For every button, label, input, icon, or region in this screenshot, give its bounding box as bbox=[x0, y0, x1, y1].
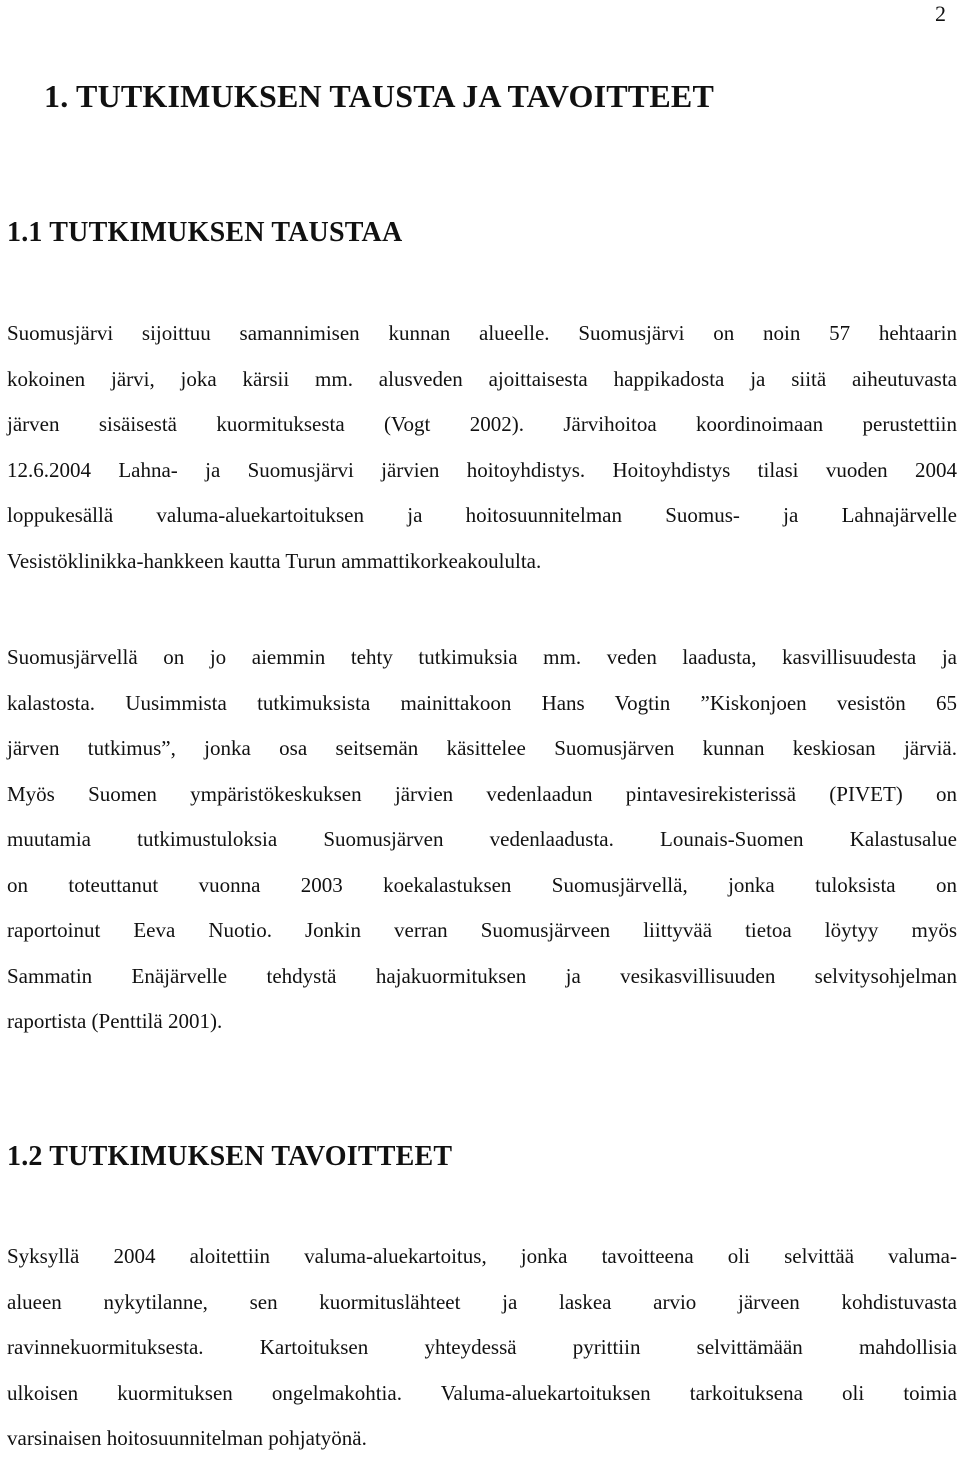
text-line: Suomusjärvellä on jo aiemmin tehty tutkimuksia mm. veden laadusta, kasvillisuudesta ja bbox=[7, 645, 957, 669]
text-line: 12.6.2004 Lahna- ja Suomusjärvi järvien hoitoyhdistys. Hoitoyhdistys tilasi vuoden 2004 bbox=[7, 457, 957, 482]
text-line: järven sisäisestä kuormituksesta (Vogt 2002). Järvihoitoa koordinoimaan perustettiin bbox=[7, 412, 957, 436]
text-line: Syksyllä 2004 aloitettiin valuma-aluekartoitus, jonka tavoitteena oli selvittää valuma- bbox=[7, 1244, 957, 1268]
text-line: kalastosta. Uusimmista tutkimuksista mainittakoon Hans Vogtin ”Kiskonjoen vesistön 65 bbox=[7, 690, 957, 715]
text-line: alueen nykytilanne, sen kuormituslähteet ja laskea arvio järveen kohdistuvasta bbox=[7, 1289, 957, 1314]
text-line: ravinnekuormituksesta. Kartoituksen yhteydessä pyrittiin selvittämään mahdollisia bbox=[7, 1335, 957, 1359]
section-heading-1-1: 1.1 TUTKIMUKSEN TAUSTAA bbox=[7, 217, 403, 248]
text-line: loppukesällä valuma-aluekartoituksen ja hoitosuunnitelman Suomus- ja Lahnajärvelle bbox=[7, 503, 957, 527]
text-line: Myös Suomen ympäristökeskuksen järvien vedenlaadun pintavesirekisterissä (PIVET) on bbox=[7, 781, 957, 806]
text-line: raportoinut Eeva Nuotio. Jonkin verran Suomusjärveen liittyvää tietoa löytyy myös bbox=[7, 918, 957, 942]
page-number: 2 bbox=[935, 1, 946, 26]
text-line: Vesistöklinikka-hankkeen kautta Turun ammattikorkeakoululta. bbox=[7, 548, 542, 573]
text-line: Sammatin Enäjärvelle tehdystä hajakuormituksen ja vesikasvillisuuden selvitysohjelman bbox=[7, 963, 957, 988]
text-line: on toteuttanut vuonna 2003 koekalastuksen Suomusjärvellä, jonka tuloksista on bbox=[7, 872, 957, 897]
text-line: muutamia tutkimustuloksia Suomusjärven vedenlaadusta. Lounais-Suomen Kalastusalue bbox=[7, 827, 957, 851]
section-1-1-paragraph-2 bbox=[7, 635, 957, 1045]
text-line: varsinaisen hoitosuunnitelman pohjatyönä. bbox=[7, 1426, 367, 1450]
text-line: ulkoisen kuormituksen ongelmakohtia. Valuma-aluekartoituksen tarkoituksena oli toimia bbox=[7, 1380, 957, 1405]
section-1-2-paragraph-1 bbox=[7, 1234, 957, 1462]
text-line: raportista (Penttilä 2001). bbox=[7, 1009, 223, 1033]
chapter-heading: 1. TUTKIMUKSEN TAUSTA JA TAVOITTEET bbox=[44, 78, 714, 114]
text-line: järven tutkimus”, jonka osa seitsemän käsittelee Suomusjärven kunnan keskiosan järviä. bbox=[7, 736, 957, 760]
section-heading-1-2: 1.2 TUTKIMUKSEN TAVOITTEET bbox=[7, 1141, 453, 1172]
text-line: kokoinen järvi, joka kärsii mm. alusveden ajoittaisesta happikadosta ja siitä aiheutuvasta bbox=[7, 366, 957, 391]
section-1-1-paragraph-1 bbox=[7, 311, 957, 584]
text-line: Suomusjärvi sijoittuu samannimisen kunnan alueelle. Suomusjärvi on noin 57 hehtaarin bbox=[7, 321, 957, 345]
